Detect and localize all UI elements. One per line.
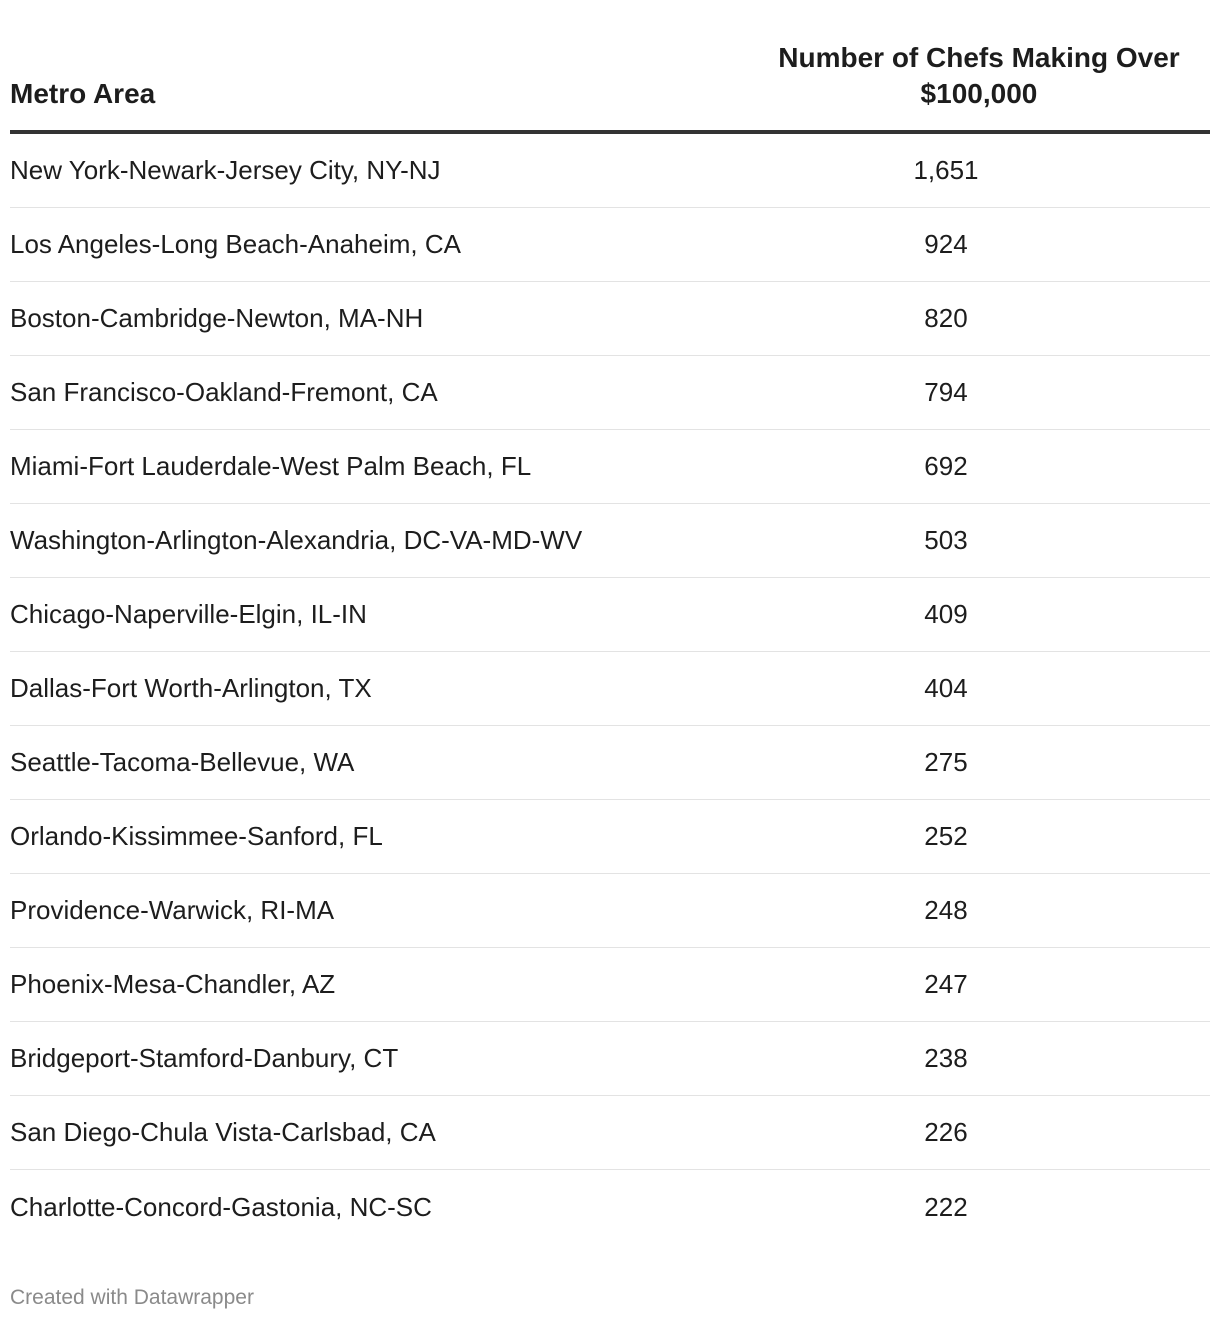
- table-row: [10, 504, 1210, 578]
- metro-area-cell: Bridgeport-Stamford-Danbury, CT: [10, 1043, 399, 1073]
- table-body: [10, 134, 1210, 1244]
- column-header-chef-count[interactable]: Number of Chefs Making Over $100,000: [778, 42, 1180, 109]
- chef-count-cell: 226: [924, 1117, 968, 1147]
- metro-area-cell: Chicago-Naperville-Elgin, IL-IN: [10, 599, 367, 629]
- table-row: [10, 282, 1210, 356]
- chef-count-cell: 503: [924, 525, 968, 555]
- table-row: [10, 578, 1210, 652]
- metro-area-cell: Los Angeles-Long Beach-Anaheim, CA: [10, 229, 461, 259]
- table-row: [10, 430, 1210, 504]
- table-row: [10, 800, 1210, 874]
- chef-count-cell: 247: [924, 969, 968, 999]
- chef-count-cell: 692: [924, 451, 968, 481]
- chef-count-cell: 252: [924, 821, 968, 851]
- metro-area-cell: San Diego-Chula Vista-Carlsbad, CA: [10, 1117, 436, 1147]
- chef-count-cell: 248: [924, 895, 968, 925]
- table-row: [10, 948, 1210, 1022]
- chef-count-cell: 820: [924, 303, 968, 333]
- metro-area-cell: Phoenix-Mesa-Chandler, AZ: [10, 969, 336, 999]
- table-row: [10, 726, 1210, 800]
- table-row: [10, 134, 1210, 208]
- table-row: [10, 208, 1210, 282]
- metro-area-cell: Boston-Cambridge-Newton, MA-NH: [10, 303, 424, 333]
- column-header-metro-area[interactable]: Metro Area: [10, 78, 156, 109]
- data-table: [10, 40, 1210, 1244]
- table-row: [10, 652, 1210, 726]
- chef-count-cell: 238: [924, 1043, 968, 1073]
- metro-area-cell: Miami-Fort Lauderdale-West Palm Beach, FL: [10, 451, 532, 481]
- metro-area-cell: Dallas-Fort Worth-Arlington, TX: [10, 673, 372, 703]
- chef-count-cell: 409: [924, 599, 968, 629]
- metro-area-cell: Providence-Warwick, RI-MA: [10, 895, 335, 925]
- metro-area-cell: New York-Newark-Jersey City, NY-NJ: [10, 155, 441, 185]
- metro-area-cell: Seattle-Tacoma-Bellevue, WA: [10, 747, 355, 777]
- chef-count-cell: 275: [924, 747, 968, 777]
- datawrapper-credit: Created with Datawrapper: [10, 1286, 254, 1309]
- metro-area-cell: Charlotte-Concord-Gastonia, NC-SC: [10, 1191, 432, 1222]
- chef-count-cell: 794: [924, 377, 968, 407]
- chef-count-cell: 222: [924, 1191, 968, 1222]
- metro-area-cell: Orlando-Kissimmee-Sanford, FL: [10, 821, 383, 851]
- table-row: [10, 1170, 1210, 1244]
- metro-area-cell: Washington-Arlington-Alexandria, DC-VA-MD-WV: [10, 525, 583, 555]
- chef-count-cell: 1,651: [913, 155, 979, 185]
- table-row: [10, 356, 1210, 430]
- table-header: [10, 40, 1210, 134]
- table-row: [10, 874, 1210, 948]
- table-row: [10, 1096, 1210, 1170]
- chef-count-cell: 924: [924, 229, 968, 259]
- metro-area-cell: San Francisco-Oakland-Fremont, CA: [10, 377, 438, 407]
- chef-count-cell: 404: [924, 673, 968, 703]
- table-row: [10, 1022, 1210, 1096]
